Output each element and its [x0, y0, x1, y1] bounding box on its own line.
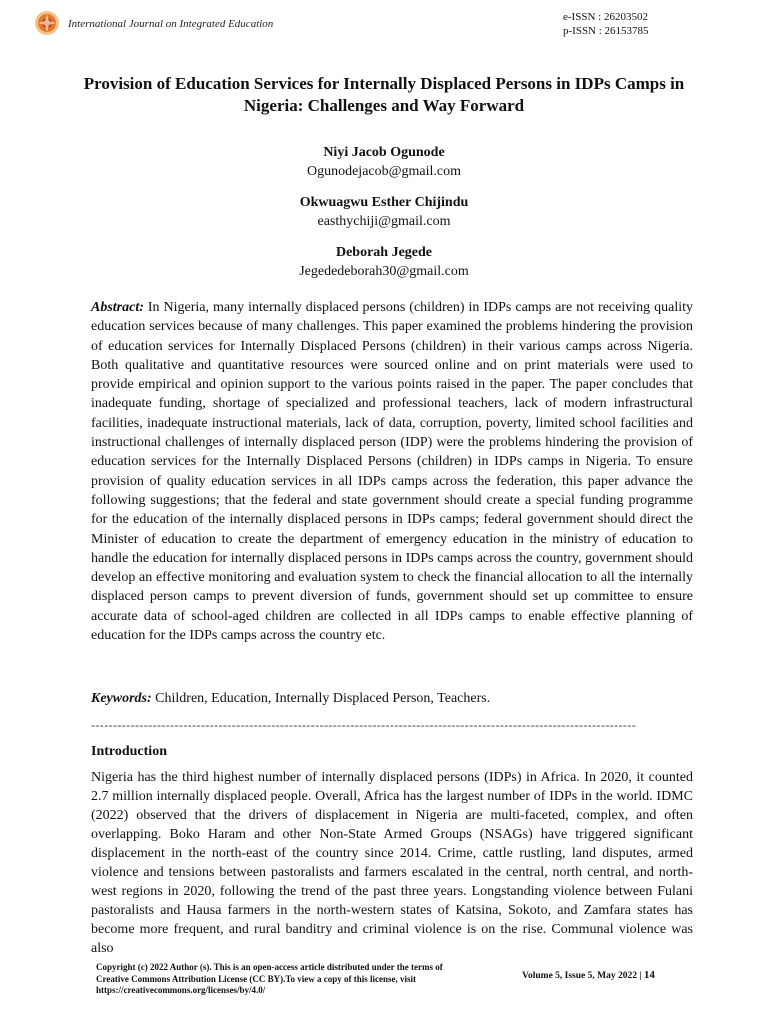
author-block — [0, 143, 768, 182]
author-email[interactable]: Jegededeborah30@gmail.com — [299, 264, 469, 279]
author-name: Okwuagwu Esther Chijindu — [299, 195, 469, 210]
introduction-heading: Introduction — [91, 744, 167, 759]
author-name: Deborah Jegede — [335, 245, 433, 260]
author-email[interactable]: Ogunodejacob@gmail.com — [306, 164, 462, 179]
journal-logo-icon — [34, 10, 60, 36]
abstract-label: Abstract: — [91, 300, 144, 315]
author-block — [0, 243, 768, 282]
page-header — [0, 0, 768, 48]
issn-block — [563, 10, 649, 38]
keywords — [91, 691, 490, 707]
section-divider: ---------------------------------------------------------------------------------------------------------------------------- — [91, 718, 637, 732]
p-issn: p-ISSN : 26153785 — [563, 25, 649, 37]
e-issn: e-ISSN : 26203502 — [563, 11, 648, 23]
keywords-text: Children, Education, Internally Displaced Person, Teachers. — [155, 691, 491, 706]
abstract — [91, 298, 693, 645]
volume-text: Volume 5, Issue 5, May 2022 | — [522, 971, 642, 981]
journal-name: International Journal on Integrated Education — [68, 18, 274, 30]
author-block — [0, 193, 768, 232]
paper-title: Provision of Education Services for Internally Displaced Persons in IDPs Camps in Nigeria: Challenges and Way Forward — [83, 74, 685, 115]
volume-info — [522, 969, 655, 981]
introduction-text: Nigeria has the third highest number of internally displaced persons (IDPs) in Africa. In 2020, it counted 2.7 million internally displaced people. Overall, Africa has the largest number of IDPs in the world. IDMC (2022) observed that the drivers of displacement in Nigeria are multi-faceted, complex, and often overlapping. Boko Haram and other Non-State Armed Groups (NSAGs) have triggered significant displacement in the north-east of the country since 2014. Crime, cattle rustling, land disputes, armed violence and tensions between pastoralists and farmers escalated in the central, north central, and north-west regions in 2020, following the trend of the past three years. Longstanding violence between Fulani pastoralists and Hausa farmers in the north-western states of Katsina, Sokoto, and Zamfara states has become more frequent, and rural banditry and criminal violence is on the rise. Communal violence was also — [91, 770, 693, 956]
author-name: Niyi Jacob Ogunode — [323, 145, 445, 160]
page-number: 14 — [643, 969, 655, 981]
author-email[interactable]: easthychiji@gmail.com — [317, 214, 451, 229]
abstract-text: In Nigeria, many internally displaced persons (children) in IDPs camps are not receiving quality education services because of many challenges. This paper examined the problems hindering the provision of education services for Internally Displaced Persons (children) in their various camps across Nigeria. Both qualitative and quantitative resources were sourced online and on print materials were used to provide empirical and opinion support to the various points raised in the paper. The paper concludes that inadequate funding, shortage of specialized and professional teachers, lack of modern infrastructural facilities, inadequate instructional materials, lack of data, corruption, poverty, limited school facilities and instructional challenges of internally displaced person (IDP) were the problems hindering the provision of education services for the Internally Displaced Persons (children) in IDPs camps in Nigeria. To ensure provision of quality education services in all IDPs camps across the federation, this paper advance the following suggestions; that the federal and state government should create a special funding programme for the education of the internally displaced persons in IDPs camps; federal government should direct the Minister of education to create the department of emergency education in the ministry of education to handle the education for internally displaced persons in IDPs camps across the country, government should develop an effective monitoring and evaluation system to check the financial allocation to all the internally displaced person camps to prevent diversion of funds, government should set up committee to ensure accurate data of school-aged children are collected in all IDPs camps to enable effective planning of education for the IDPs camps across the country etc. — [91, 300, 693, 644]
copyright-notice: Copyright (c) 2022 Author (s). This is an open-access article distributed under the terms of Creative Commons Attribution License (CC BY).To view a copy of this license, visit https://creativecommons.org/licenses/by/4.0/ — [96, 962, 443, 995]
keywords-label: Keywords: — [91, 691, 152, 706]
